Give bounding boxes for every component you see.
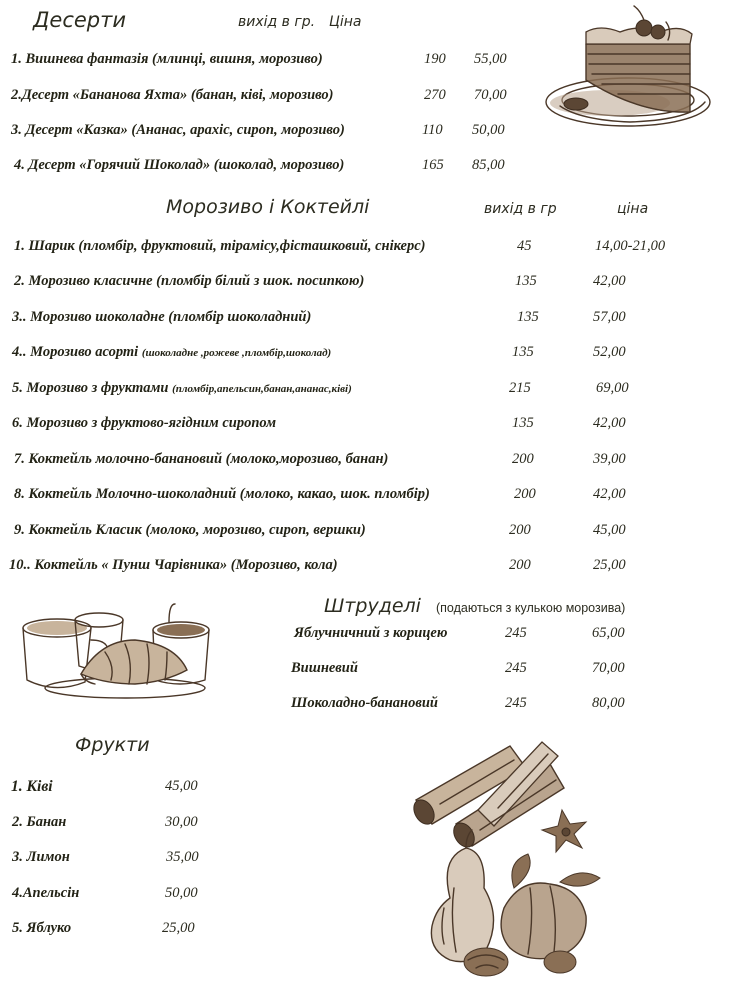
strudel-name: Шоколадно-банановий — [291, 695, 438, 711]
fruit-price: 25,00 — [162, 920, 195, 936]
desserts-weight-header: вихід в гр. — [238, 14, 316, 30]
icecream-weight: 200 — [509, 522, 531, 538]
icecream-weight: 200 — [512, 451, 534, 467]
icecream-price-header: ціна — [617, 201, 649, 217]
fruit-price: 45,00 — [165, 778, 198, 794]
icecream-name: 9. Коктейль Класик (молоко, морозиво, сироп, вершки) — [14, 522, 366, 538]
fruit-name: 1. Ківі — [11, 778, 53, 795]
coffee-croissant-illustration — [15, 600, 220, 705]
dessert-price: 50,00 — [472, 122, 505, 138]
icecream-price: 42,00 — [593, 486, 626, 502]
strudel-price: 80,00 — [592, 695, 625, 711]
icecream-price: 52,00 — [593, 344, 626, 360]
icecream-weight-header: вихід в гр — [484, 201, 557, 217]
icecream-weight: 135 — [512, 344, 534, 360]
dessert-weight: 270 — [424, 87, 446, 103]
icecream-name: 2. Морозиво класичне (пломбір білий з шок. посипкою) — [14, 273, 365, 289]
strudel-name: Вишневий — [291, 660, 358, 676]
dessert-name: 3. Десерт «Казка» (Ананас, арахіс, сироп, морозиво) — [11, 122, 345, 138]
cinnamon-pear-illustration — [410, 738, 610, 978]
icecream-price: 42,00 — [593, 273, 626, 289]
icecream-price: 57,00 — [593, 309, 626, 325]
fruit-price: 35,00 — [166, 849, 199, 865]
icecream-price: 45,00 — [593, 522, 626, 538]
icecream-name: 5. Морозиво з фруктами (пломбір,апельсин,банан,ананас,ківі) — [12, 380, 352, 396]
strudel-price: 70,00 — [592, 660, 625, 676]
strudel-weight: 245 — [505, 695, 527, 711]
dessert-price: 85,00 — [472, 157, 505, 173]
dessert-weight: 110 — [422, 122, 443, 138]
icecream-weight: 135 — [515, 273, 537, 289]
icecream-name: 1. Шарик (пломбір, фруктовий, тірамісу,фісташковий, снікерс) — [14, 238, 426, 254]
strudel-price: 65,00 — [592, 625, 625, 641]
icecream-weight: 135 — [517, 309, 539, 325]
icecream-weight: 200 — [509, 557, 531, 573]
dessert-name: 4. Десерт «Горячий Шоколад» (шоколад, морозиво) — [14, 157, 345, 173]
icecream-price: 42,00 — [593, 415, 626, 431]
icecream-name: 10.. Коктейль « Пунш Чарівника» (Морозиво, кола) — [9, 557, 338, 573]
dessert-weight: 165 — [422, 157, 444, 173]
dessert-price: 55,00 — [474, 51, 507, 67]
icecream-weight: 135 — [512, 415, 534, 431]
fruit-name: 5. Яблуко — [12, 920, 72, 936]
icecream-price: 14,00-21,00 — [595, 238, 666, 254]
dessert-name: 2.Десерт «Бананова Яхта» (банан, ківі, морозиво) — [11, 87, 334, 103]
desserts-title: Десерти — [33, 8, 127, 32]
icecream-weight: 200 — [514, 486, 536, 502]
dessert-price: 70,00 — [474, 87, 507, 103]
icecream-weight: 45 — [517, 238, 532, 254]
cake-slice-illustration — [540, 2, 745, 137]
icecream-title: Морозиво і Коктейлі — [166, 196, 370, 218]
icecream-name: 3.. Морозиво шоколадне (пломбір шоколадний) — [12, 309, 312, 325]
dessert-name: 1. Вишнева фантазія (млинці, вишня, морозиво) — [11, 51, 323, 67]
icecream-price: 25,00 — [593, 557, 626, 573]
icecream-name: 7. Коктейль молочно-банановий (молоко,морозиво, банан) — [14, 451, 389, 467]
fruits-title: Фрукти — [75, 734, 150, 756]
strudel-weight: 245 — [505, 660, 527, 676]
desserts-price-header: Ціна — [329, 14, 362, 30]
icecream-name: 6. Морозиво з фруктово-ягідним сиропом — [12, 415, 277, 431]
strudel-name: Яблучничний з корицею — [294, 625, 448, 641]
strudels-title: Штруделі — [324, 595, 421, 617]
fruit-price: 30,00 — [165, 814, 198, 830]
dessert-weight: 190 — [424, 51, 446, 67]
icecream-name: 4.. Морозиво асорті (шоколадне ,рожеве ,пломбір,шоколад) — [12, 344, 332, 360]
icecream-weight: 215 — [509, 380, 531, 396]
icecream-name: 8. Коктейль Молочно-шоколадний (молоко, какао, шок. пломбір) — [14, 486, 430, 502]
strudels-note: (подаються з кулькою морозива) — [436, 601, 626, 615]
fruit-name: 4.Апельсін — [12, 885, 80, 901]
fruit-name: 2. Банан — [12, 814, 67, 830]
icecream-price: 69,00 — [596, 380, 629, 396]
strudel-weight: 245 — [505, 625, 527, 641]
fruit-price: 50,00 — [165, 885, 198, 901]
fruit-name: 3. Лимон — [12, 849, 70, 865]
icecream-price: 39,00 — [593, 451, 626, 467]
